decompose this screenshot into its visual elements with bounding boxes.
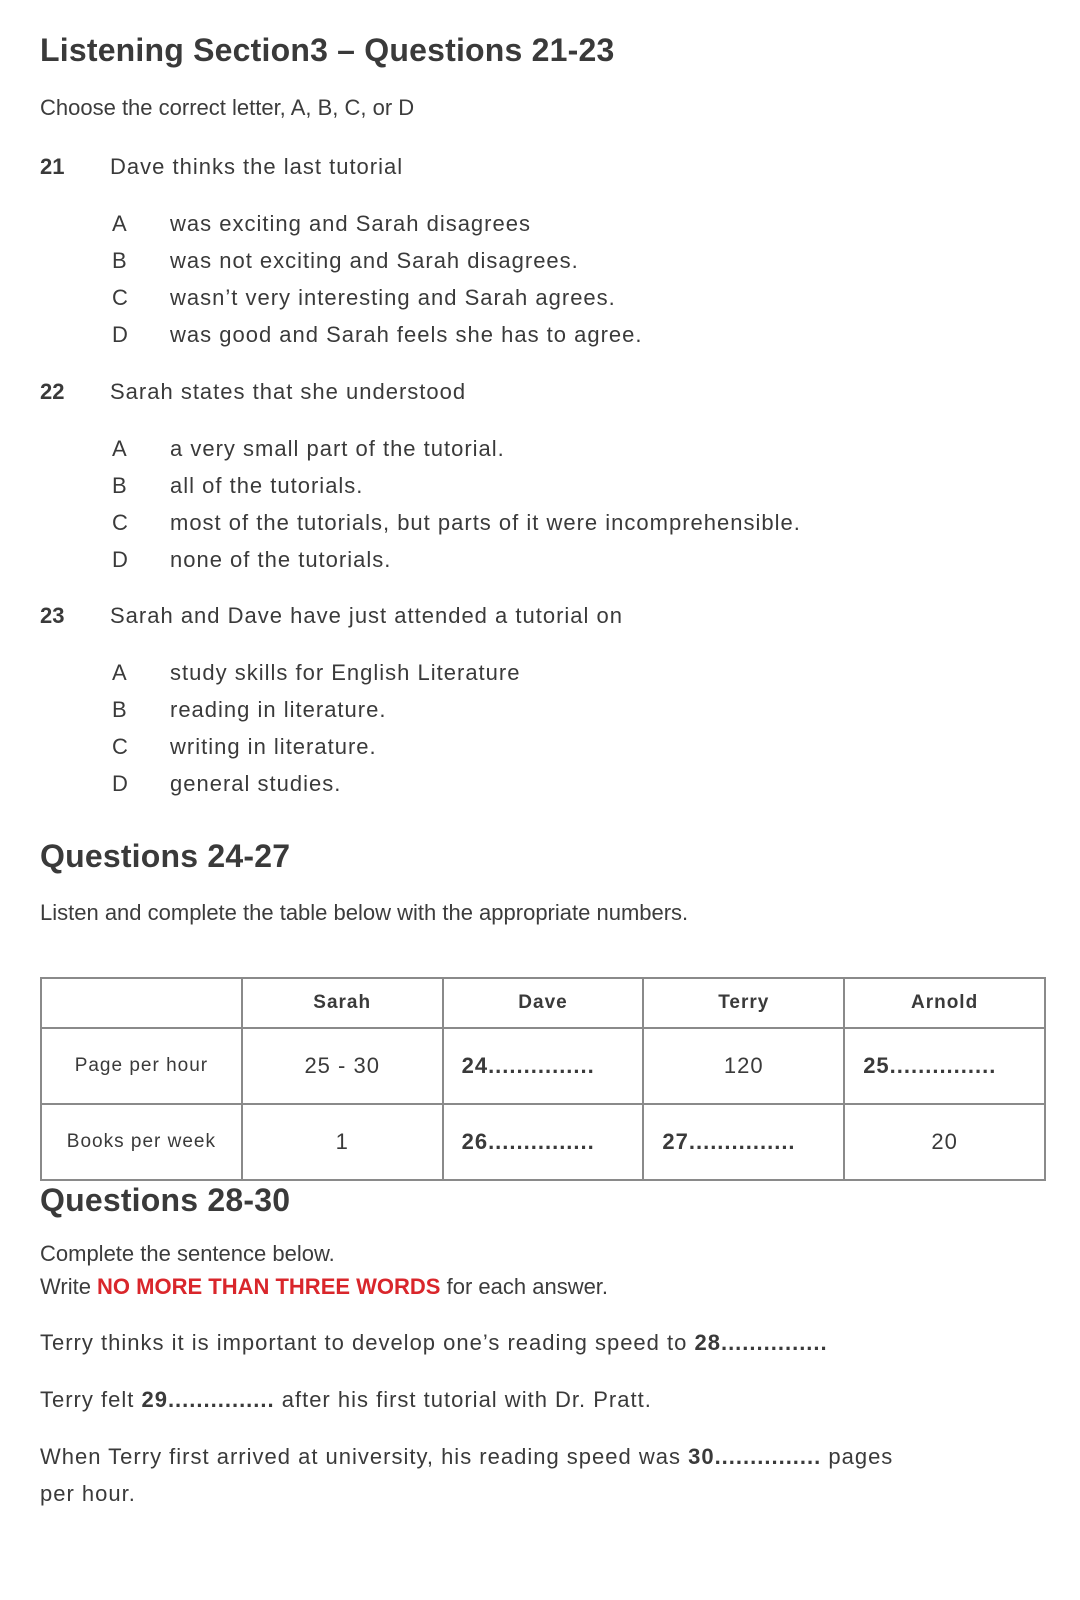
answer-blank-25: 25............... [844, 1028, 1045, 1104]
sentence-text: Terry thinks it is important to develop one’s reading speed to [40, 1330, 695, 1355]
option-text: all of the tutorials. [170, 473, 364, 498]
question-number: 23 [40, 603, 65, 628]
word-limit-emphasis: NO MORE THAN THREE WORDS [97, 1274, 441, 1299]
option-letter: B [112, 697, 127, 722]
option-text: reading in literature. [170, 697, 387, 722]
table-row-label: Page per hour [41, 1028, 242, 1104]
table-cell: 1 [242, 1104, 443, 1180]
table-header-cell: Terry [643, 978, 844, 1028]
answer-blank-27: 27............... [643, 1104, 844, 1180]
section1-instruction: Choose the correct letter, A, B, C, or D [40, 95, 415, 120]
option-text: was good and Sarah feels she has to agree. [170, 322, 643, 347]
section3-title: Questions 28-30 [40, 1182, 291, 1218]
option-letter: D [112, 322, 128, 347]
sentence-29 [40, 1387, 652, 1413]
table-cell: 25 - 30 [242, 1028, 443, 1104]
option-letter: C [112, 510, 128, 535]
sentence-text: after his first tutorial with Dr. Pratt. [274, 1387, 652, 1412]
answer-table [40, 977, 1046, 1181]
sentence-text: Terry felt [40, 1387, 142, 1412]
table-header-row [41, 978, 1045, 1028]
table-header-cell [41, 978, 242, 1028]
option-text: general studies. [170, 771, 342, 796]
option-text: was exciting and Sarah disagrees [170, 211, 531, 236]
sentence-30 [40, 1444, 893, 1470]
table-header-cell: Dave [443, 978, 644, 1028]
option-text: writing in literature. [170, 734, 377, 759]
option-letter: A [112, 660, 127, 685]
table-cell: 20 [844, 1104, 1045, 1180]
answer-blank-28: 28............... [694, 1330, 828, 1355]
sentence-text: When Terry first arrived at university, his reading speed was [40, 1444, 689, 1469]
option-letter: B [112, 473, 127, 498]
option-text: study skills for English Literature [170, 660, 521, 685]
section2-title: Questions 24-27 [40, 838, 291, 874]
option-letter: A [112, 436, 127, 461]
table-header-cell: Sarah [242, 978, 443, 1028]
option-text: wasn’t very interesting and Sarah agrees. [170, 285, 616, 310]
question-text: Sarah states that she understood [110, 379, 467, 404]
option-text: most of the tutorials, but parts of it were incomprehensible. [170, 510, 801, 535]
answer-blank-30: 30............... [688, 1444, 822, 1469]
section3-instruction-line2 [40, 1274, 608, 1300]
table-cell: 120 [643, 1028, 844, 1104]
sentence-text: pages [821, 1444, 894, 1469]
answer-blank-26: 26............... [443, 1104, 644, 1180]
question-number: 21 [40, 154, 65, 179]
question-text: Dave thinks the last tutorial [110, 154, 404, 179]
section1-title: Listening Section3 – Questions 21-23 [40, 32, 615, 68]
answer-blank-24: 24............... [443, 1028, 644, 1104]
option-text: none of the tutorials. [170, 547, 392, 572]
instruction-text: Write [40, 1274, 98, 1299]
option-text: was not exciting and Sarah disagrees. [170, 248, 579, 273]
table-row-label: Books per week [41, 1104, 242, 1180]
sentence-28 [40, 1330, 828, 1356]
section2-instruction: Listen and complete the table below with the appropriate numbers. [40, 900, 689, 925]
section3-instruction-line1: Complete the sentence below. [40, 1241, 335, 1266]
table-row [41, 1104, 1045, 1180]
option-letter: C [112, 734, 128, 759]
table-header-cell: Arnold [844, 978, 1045, 1028]
option-text: a very small part of the tutorial. [170, 436, 505, 461]
option-letter: B [112, 248, 127, 273]
option-letter: C [112, 285, 128, 310]
instruction-text: for each answer. [440, 1274, 609, 1299]
option-letter: D [112, 771, 128, 796]
answer-blank-29: 29............... [141, 1387, 275, 1412]
table-row [41, 1028, 1045, 1104]
option-letter: D [112, 547, 128, 572]
sentence-30-continued: per hour. [40, 1481, 136, 1506]
option-letter: A [112, 211, 127, 236]
question-text: Sarah and Dave have just attended a tutorial on [110, 603, 623, 628]
question-number: 22 [40, 379, 65, 404]
